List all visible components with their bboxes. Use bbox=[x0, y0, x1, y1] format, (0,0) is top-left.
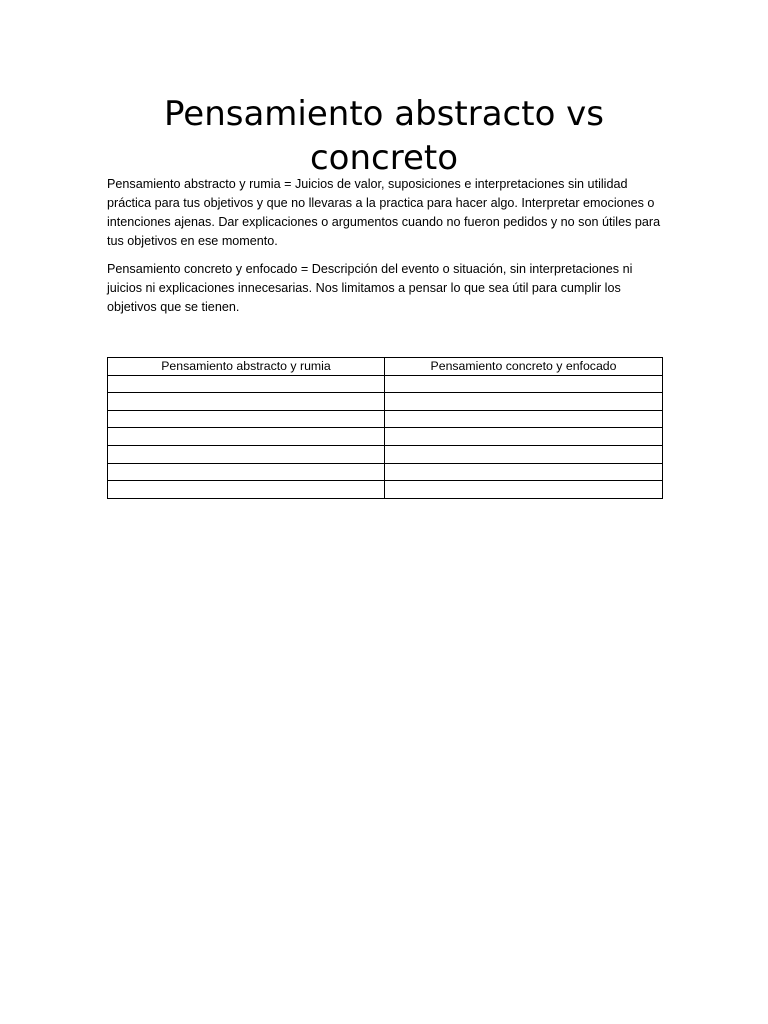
table-row bbox=[108, 445, 663, 463]
table-cell bbox=[108, 375, 385, 393]
table-cell bbox=[385, 481, 663, 499]
table-cell bbox=[108, 428, 385, 446]
table-row bbox=[108, 463, 663, 481]
table-row bbox=[108, 375, 663, 393]
table-row bbox=[108, 481, 663, 499]
table-cell bbox=[108, 445, 385, 463]
table-row bbox=[108, 393, 663, 411]
table-header-row bbox=[108, 358, 663, 376]
table-cell bbox=[385, 463, 663, 481]
document-title: Pensamiento abstracto vs concreto bbox=[163, 94, 605, 178]
table-cell bbox=[385, 410, 663, 428]
table-cell bbox=[108, 463, 385, 481]
paragraph-abstract-thinking: Pensamiento abstracto y rumia = Juicios de valor, suposiciones e interpretaciones sin utilidad práctica para tus objetivos y que no llevaras a la practica para hacer algo. Interpretar emociones o intenciones ajenas. Dar explicaciones o argumentos cuando no fueron pedidos y no son útiles para tus objetivos en ese momento. bbox=[107, 177, 661, 248]
comparison-table bbox=[107, 357, 663, 499]
header-abstract: Pensamiento abstracto y rumia bbox=[108, 358, 385, 376]
paragraph-concrete-thinking: Pensamiento concreto y enfocado = Descripción del evento o situación, sin interpretaciones ni juicios ni explicaciones innecesarias. Nos limitamos a pensar lo que sea útil para cumplir los objetivos que se tienen. bbox=[107, 262, 633, 314]
table-row bbox=[108, 428, 663, 446]
table-cell bbox=[108, 410, 385, 428]
table-cell bbox=[385, 375, 663, 393]
table-row bbox=[108, 410, 663, 428]
header-concrete: Pensamiento concreto y enfocado bbox=[385, 358, 663, 376]
table-cell bbox=[385, 428, 663, 446]
table-cell bbox=[108, 481, 385, 499]
table-cell bbox=[385, 393, 663, 411]
table-cell bbox=[385, 445, 663, 463]
table-cell bbox=[108, 393, 385, 411]
